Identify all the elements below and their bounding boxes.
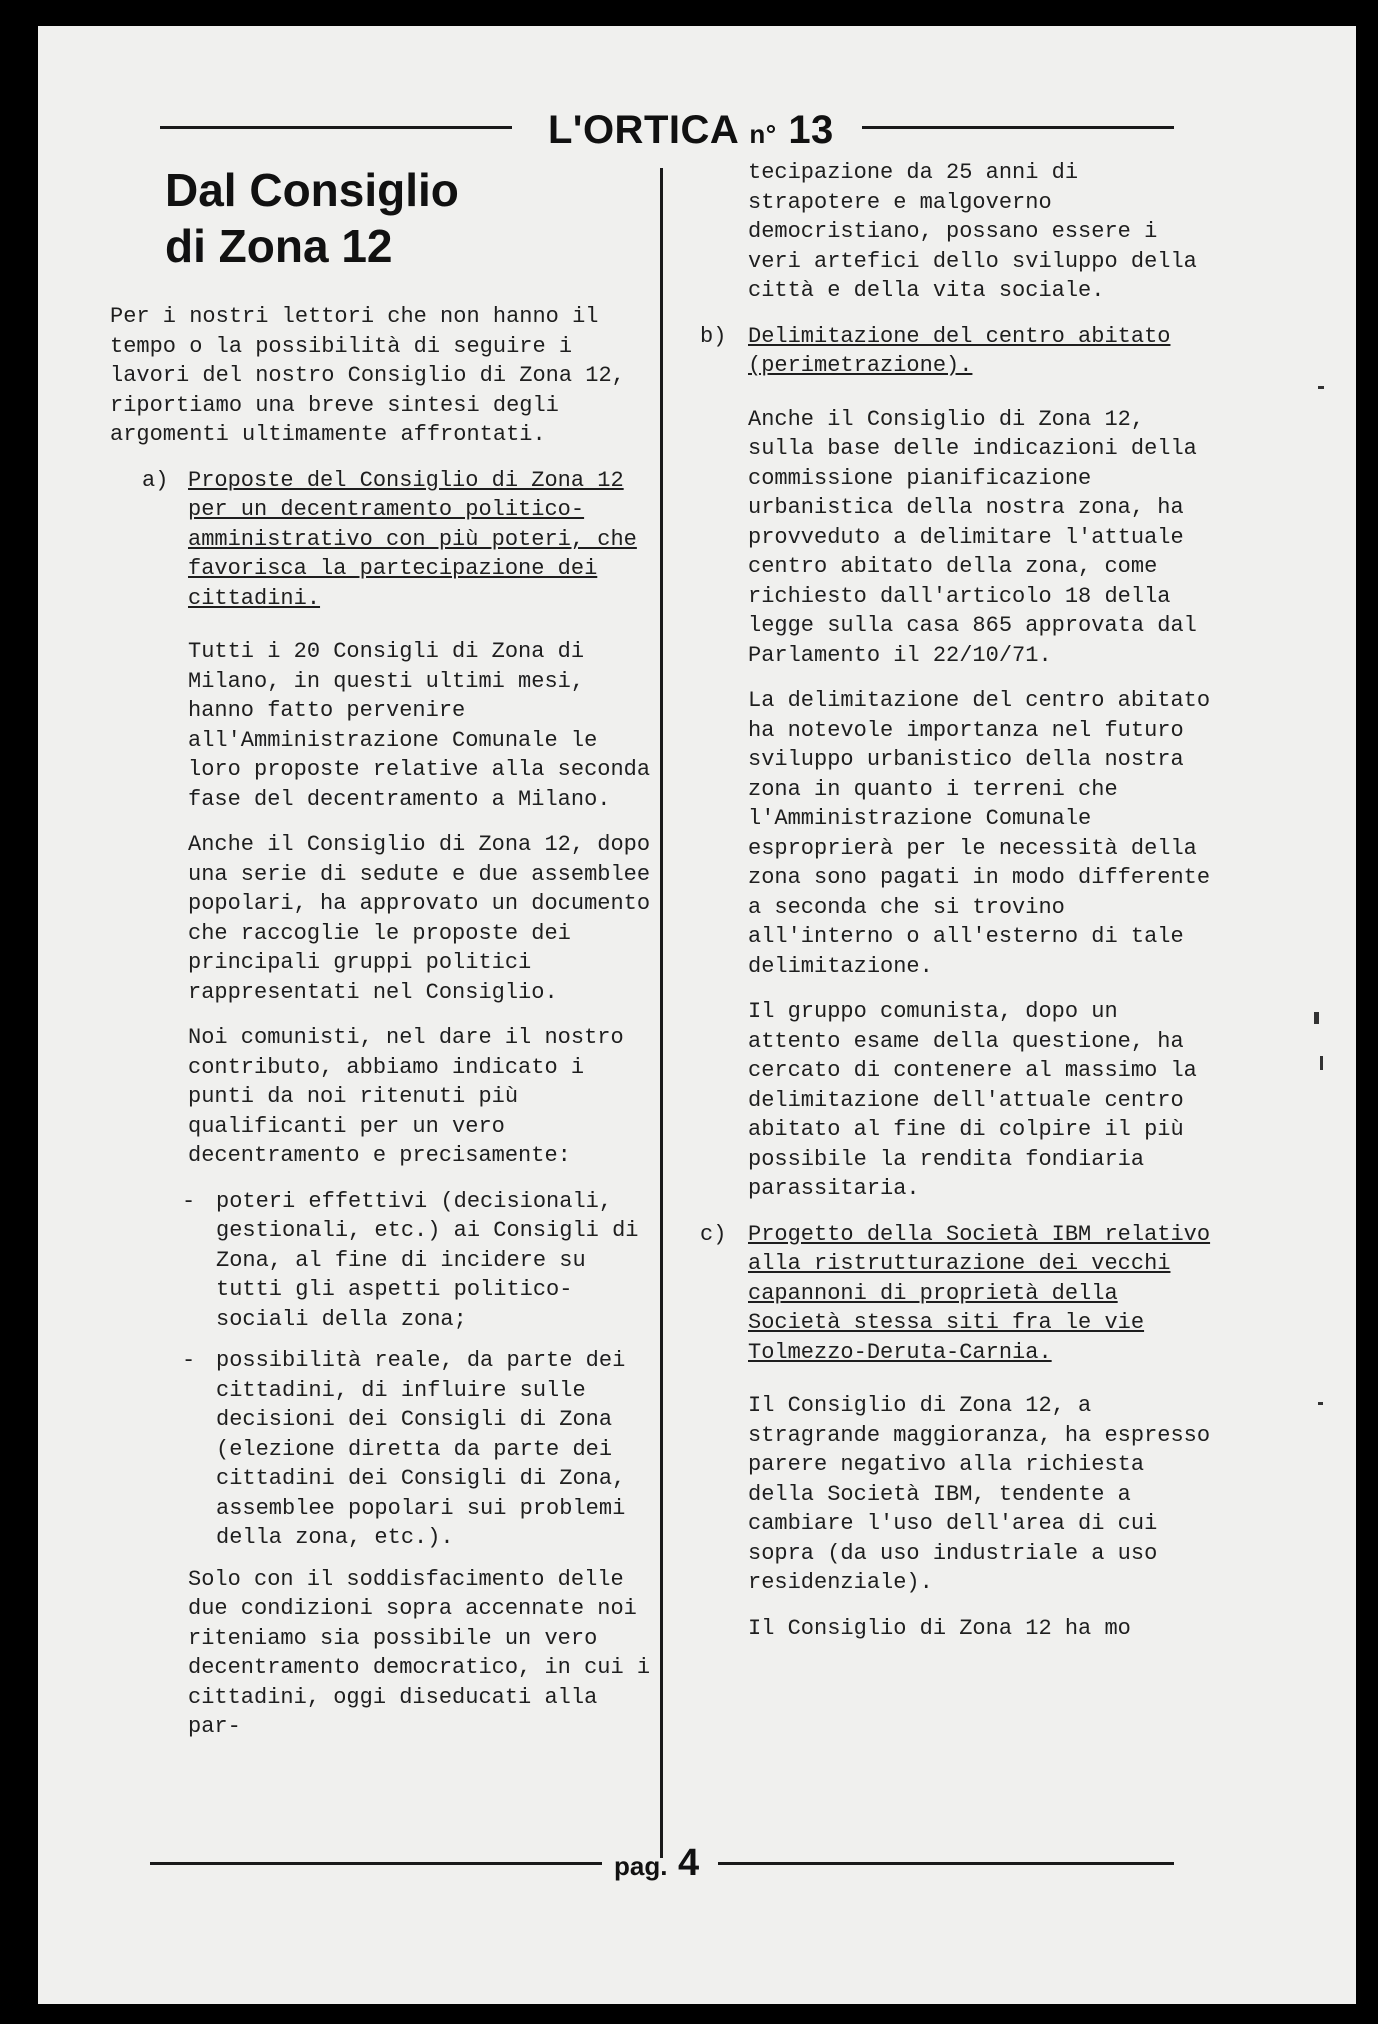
paragraph: Noi comunisti, nel dare il nostro contributo, abbiamo indicato i punti da noi ritenuti più qualificanti per un vero decentramento e precisamente: bbox=[188, 1025, 624, 1168]
paragraph: Tutti i 20 Consigli di Zona di Milano, in questi ultimi mesi, hanno fatto pervenire all'Amministrazione Comunale le loro proposte relative alla seconda fase del decentramento a Milano. bbox=[188, 639, 651, 812]
masthead-title: L'ORTICA bbox=[548, 108, 738, 152]
section-a-label: a) bbox=[142, 467, 169, 493]
masthead-number-prefix: n° bbox=[749, 119, 777, 149]
intro-paragraph: Per i nostri lettori che non hanno il tempo o la possibilità di seguire i lavori del nostro Consiglio di Zona 12, riportiamo una breve sintesi degli argomenti ultimamente affrontati. bbox=[110, 304, 625, 447]
masthead-number: 13 bbox=[788, 108, 834, 152]
left-column bbox=[110, 302, 660, 1758]
continuation-paragraph: tecipazione da 25 anni di strapotere e malgoverno democristiano, possano essere i veri artefici dello sviluppo della città e della vita sociale. bbox=[748, 160, 1197, 303]
margin-speck bbox=[1320, 1056, 1323, 1070]
dash-item-text: poteri effettivi (decisionali, gestionali, etc.) ai Consigli di Zona, al fine di incidere su tutti gli aspetti politico-sociali della zona; bbox=[216, 1188, 639, 1332]
margin-speck bbox=[1318, 1402, 1323, 1405]
section-a-title: Proposte del Consiglio di Zona 12 per un decentramento politico-amministrativo con più poteri, che favorisca la partecipazione dei cittadini. bbox=[188, 467, 637, 611]
section-b-label: b) bbox=[700, 323, 727, 349]
section-b-title: Delimitazione del centro abitato (perimetrazione). bbox=[748, 323, 1171, 378]
paragraph: Anche il Consiglio di Zona 12, dopo una serie di sedute e due assemblee popolari, ha approvato un documento che raccoglie le proposte dei principali gruppi politici rappresentati nel Consiglio. bbox=[188, 832, 651, 1005]
dash-marker: - bbox=[182, 1348, 196, 1373]
paragraph: Il gruppo comunista, dopo un attento esame della questione, ha cercato di contenere al massimo la delimitazione dell'attuale centro abitato al fine di colpire il più possibile la rendita fondiaria parassitaria. bbox=[748, 999, 1197, 1201]
dash-marker: - bbox=[182, 1188, 196, 1214]
dash-item bbox=[110, 1187, 660, 1335]
paragraph: Anche il Consiglio di Zona 12, sulla base delle indicazioni della commissione pianificazione urbanistica della nostra zona, ha provveduto a delimitare l'attuale centro abitato della zona, come richiesto dall'articolo 18 della legge sulla casa 865 approvata dal Parlamento il 22/10/71. bbox=[748, 406, 1197, 668]
headline-line-1: Dal Consiglio bbox=[165, 164, 459, 216]
dash-item bbox=[110, 1346, 660, 1553]
masthead-rule-left bbox=[160, 126, 512, 129]
column-divider bbox=[660, 168, 663, 1858]
page-number bbox=[614, 1842, 724, 1885]
closing-paragraph: Solo con il soddisfacimento delle due condizioni sopra accennate noi riteniamo sia possibile un vero decentramento democratico, in cui i cittadini, oggi diseducati alla par- bbox=[188, 1566, 651, 1739]
footer-rule-right bbox=[718, 1862, 1174, 1865]
paragraph: Il Consiglio di Zona 12, a stragrande maggioranza, ha espresso parere negativo alla richiesta della Società IBM, tendente a cambiare l'uso dell'area di cui sopra (da uso industriale a uso residenziale). bbox=[748, 1393, 1211, 1595]
paragraph: Il Consiglio di Zona 12 ha mo bbox=[748, 1615, 1131, 1641]
headline bbox=[165, 162, 525, 274]
section-c-title: Progetto della Società IBM relativo alla ristrutturazione dei vecchi capannoni di proprietà della Società stessa siti fra le vie Tolmezzo-Deruta-Carnia. bbox=[748, 1221, 1211, 1365]
section-b bbox=[700, 322, 1220, 381]
footer-rule-left bbox=[150, 1862, 602, 1865]
page-label: pag. bbox=[614, 1851, 668, 1881]
section-c bbox=[700, 1220, 1220, 1368]
masthead-rule-right bbox=[862, 126, 1174, 129]
masthead bbox=[548, 108, 868, 153]
margin-speck bbox=[1318, 386, 1324, 389]
section-a bbox=[110, 466, 660, 614]
paragraph: La delimitazione del centro abitato ha notevole importanza nel futuro sviluppo urbanistico della nostra zona in quanto i terreni che l'Amministrazione Comunale esproprierà per le necessità della zona sono pagati in modo differente a seconda che si trovino all'interno o all'esterno di tale delimitazione. bbox=[748, 688, 1211, 979]
page-number-value: 4 bbox=[678, 1842, 700, 1884]
dash-item-text: possibilità reale, da parte dei cittadini, di influire sulle decisioni dei Consigli di Zona (elezione diretta da parte dei cittadini dei Consigli di Zona, assemblee popolari sui problemi della zona, etc.). bbox=[216, 1348, 626, 1550]
right-column bbox=[700, 158, 1220, 1659]
headline-line-2: di Zona 12 bbox=[165, 220, 393, 272]
section-c-label: c) bbox=[700, 1221, 727, 1247]
margin-speck bbox=[1314, 1012, 1319, 1024]
